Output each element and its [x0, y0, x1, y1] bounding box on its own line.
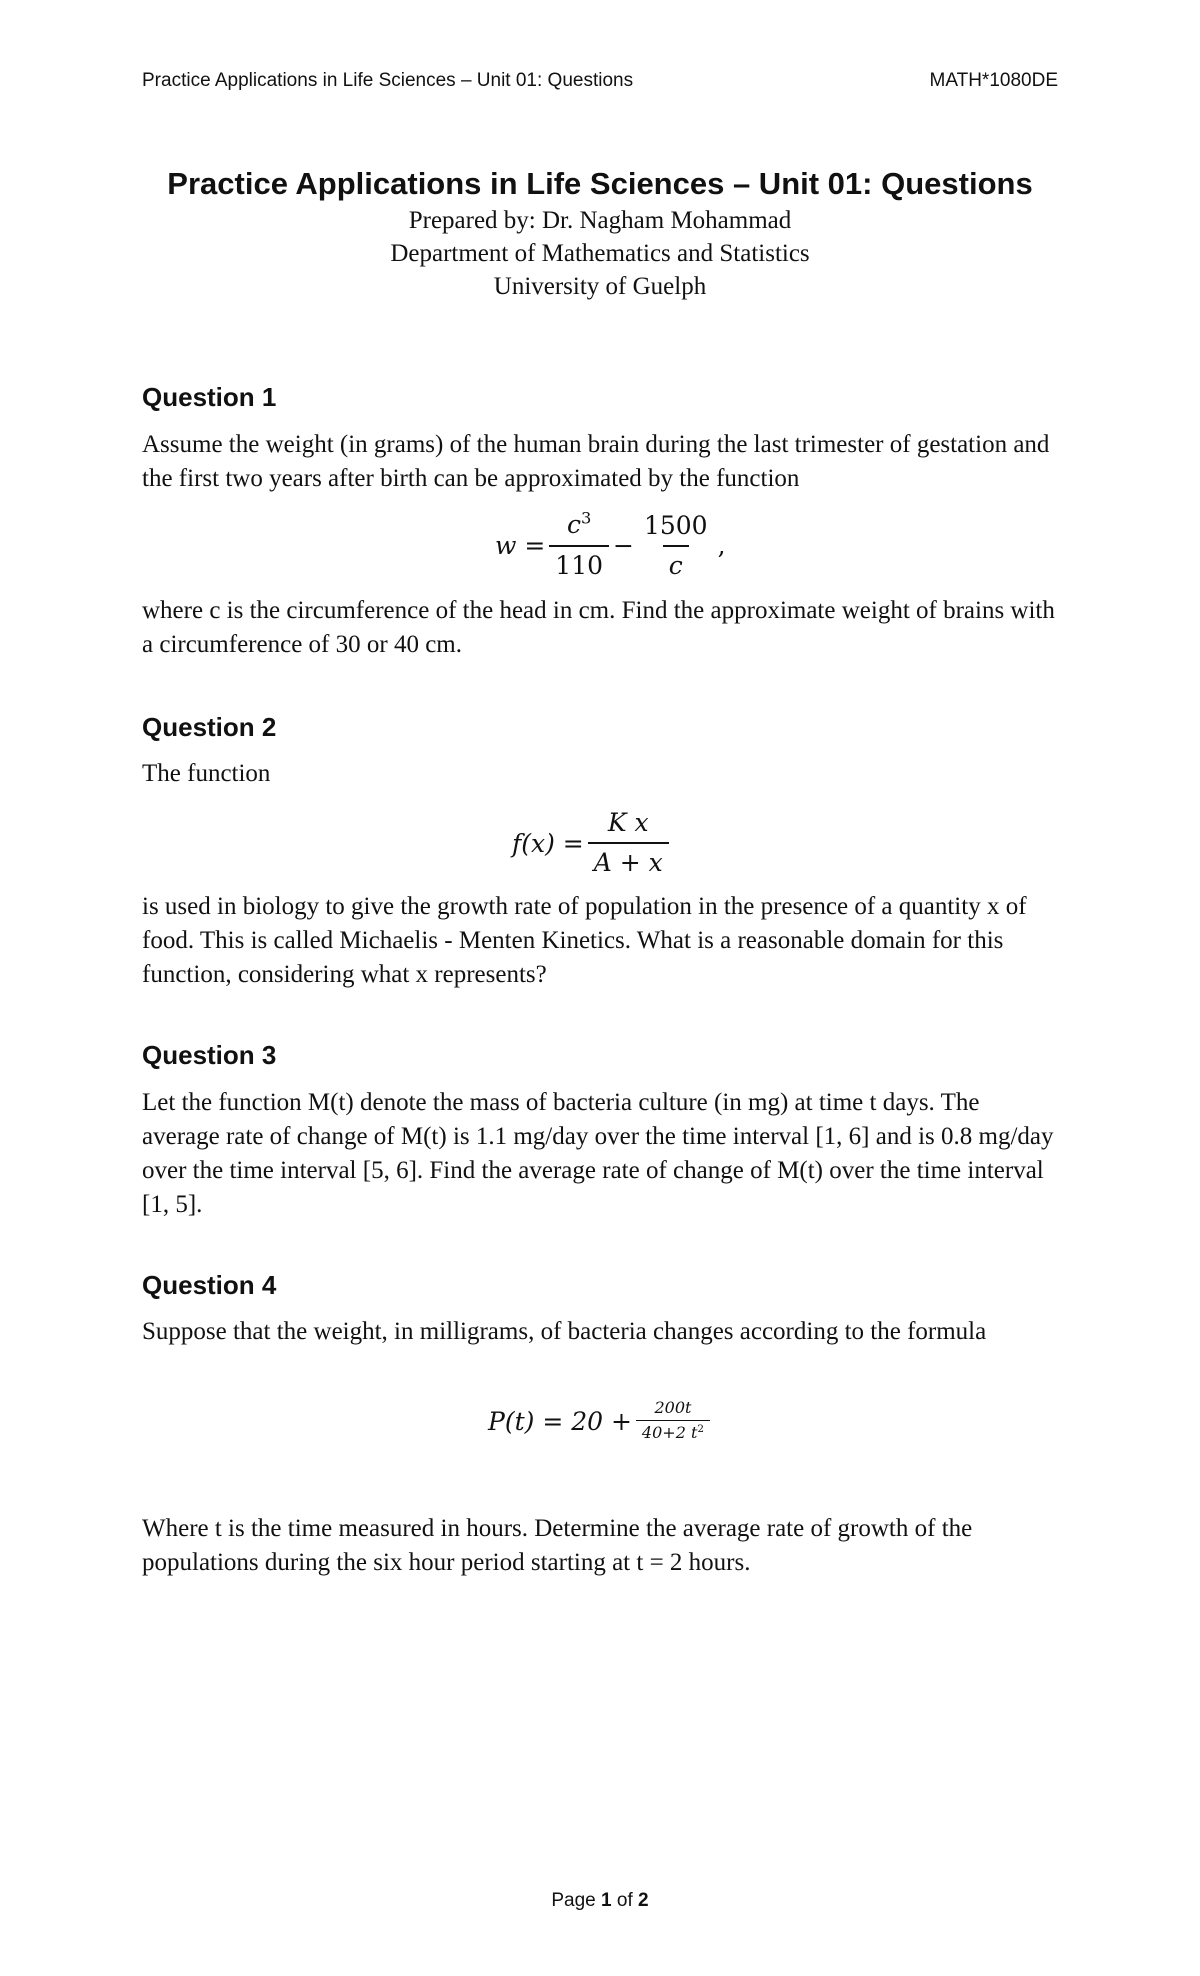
university-line: University of Guelph — [493, 273, 707, 300]
question-2-body: is used in biology to give the growth rate of population in the presence of a quantity x of food. This is called Michaelis - Menten Kinetics. What is a reasonable domain for this function, considering what x represents? — [142, 893, 1027, 988]
question-4-heading: Question 4 — [142, 1270, 277, 1300]
eq1-fraction-1 — [549, 508, 609, 583]
page-word: Page — [551, 1890, 596, 1911]
page-total: 2 — [638, 1890, 649, 1911]
eq4-fraction — [636, 1398, 710, 1444]
page-number: 1 — [601, 1890, 612, 1911]
title-block — [0, 164, 1200, 303]
question-4-body: Where t is the time measured in hours. Determine the average rate of growth of the populations during the six hour period starting at t = 2 hours. — [142, 1515, 973, 1576]
eq2-fraction — [588, 806, 669, 880]
of-word: of — [616, 1890, 633, 1911]
eq2-num: K x — [607, 808, 649, 837]
page-footer — [0, 1890, 1200, 1912]
author-line: Prepared by: Dr. Nagham Mohammad — [408, 207, 792, 234]
eq1-frac2-num: 1500 — [643, 510, 708, 540]
eq2-lhs: f(x) = — [512, 828, 584, 858]
eq1-trail: , — [717, 531, 726, 560]
question-2-intro: The function — [142, 760, 271, 787]
question-4-intro: Suppose that the weight, in milligrams, of bacteria changes according to the formula — [142, 1318, 987, 1345]
eq4-num: 200t — [654, 1398, 692, 1417]
running-header — [142, 70, 1058, 100]
eq1-frac1-exp: 3 — [580, 508, 592, 528]
eq2-den: A + x — [588, 842, 669, 880]
question-1-equation — [495, 508, 726, 583]
department-line: Department of Mathematics and Statistics — [390, 240, 810, 267]
course-code: MATH*1080DE — [929, 70, 1058, 91]
eq4-lhs: P(t) = 20 + — [488, 1406, 632, 1436]
question-2-equation — [512, 806, 673, 880]
question-1-body: where c is the circumference of the head in cm. Find the approximate weight of brains with a circumference of 30 or 40 cm. — [142, 597, 1055, 658]
question-2-heading: Question 2 — [142, 712, 277, 742]
eq4-den-exp: 2 — [697, 1422, 705, 1435]
document-title: Practice Applications in Life Sciences – Unit 01: Questions — [167, 166, 1033, 201]
question-3-body: Let the function M(t) denote the mass of bacteria culture (in mg) at time t days. The average rate of change of M(t) is 1.1 mg/day over the time interval [1, 6] and is 0.8 mg/day over the time interval [5, 6]. Find the average rate of change of M(t) over the time interval [1, 5]. — [142, 1089, 1054, 1218]
eq1-lhs: w = — [495, 531, 546, 560]
eq4-den: 40+2 t — [641, 1423, 698, 1442]
question-4-equation — [488, 1398, 714, 1444]
eq1-frac1-den: 110 — [549, 545, 609, 583]
question-3-heading: Question 3 — [142, 1040, 277, 1070]
question-1-heading: Question 1 — [142, 382, 277, 412]
eq1-frac1-num: c — [566, 510, 581, 539]
question-1-intro: Assume the weight (in grams) of the human brain during the last trimester of gestation and the first two years after birth can be approximated by the function — [142, 431, 1050, 492]
eq1-fraction-2 — [638, 509, 714, 583]
eq1-frac2-den: c — [663, 545, 689, 583]
eq1-minus: − — [613, 531, 634, 560]
header-title: Practice Applications in Life Sciences – Unit 01: Questions — [142, 70, 634, 91]
